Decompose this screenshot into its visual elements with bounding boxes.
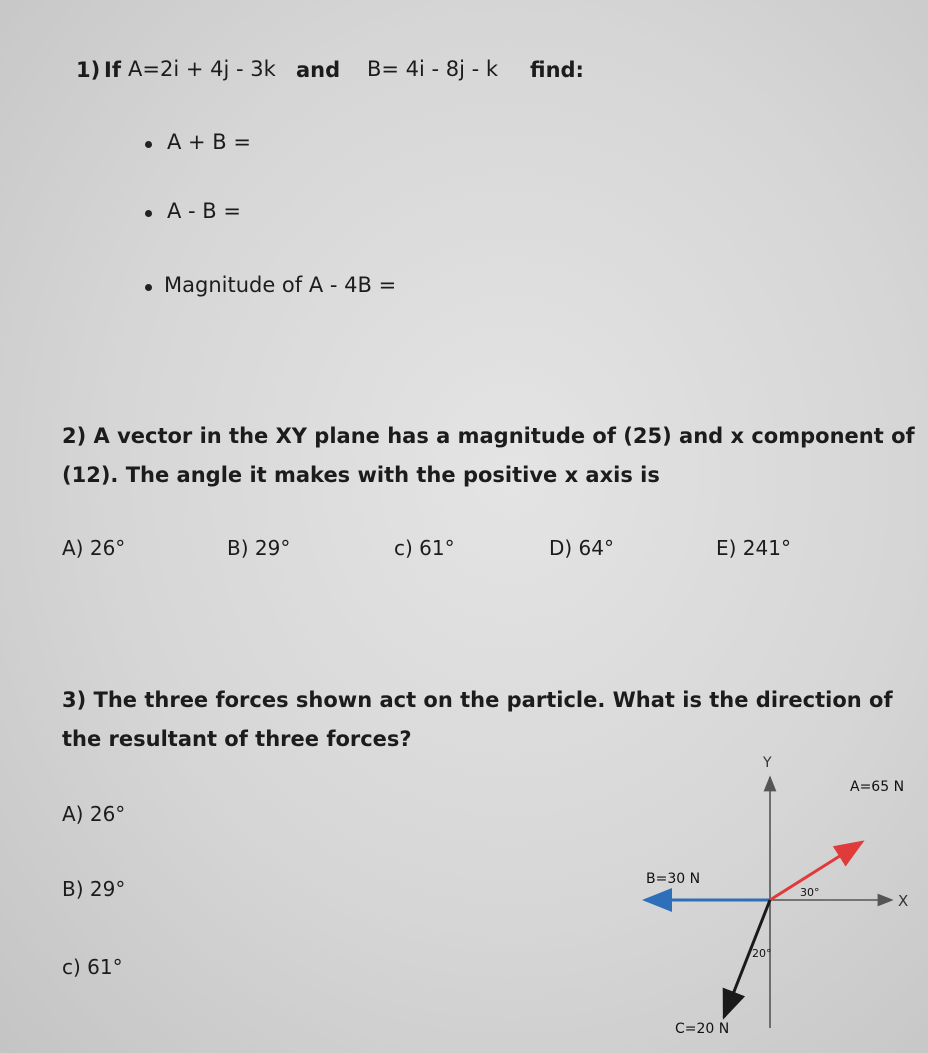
q3-option-a: A) 26° — [62, 802, 126, 826]
angle-a-label: 30° — [800, 886, 820, 899]
bullet-dot — [145, 284, 152, 291]
q1-vector-a: A=2i + 4j - 3k — [128, 57, 276, 81]
bullet-dot — [145, 141, 152, 148]
q3-option-c: c) 61° — [62, 955, 123, 979]
q2-option-e: E) 241° — [716, 536, 791, 560]
x-axis-label: X — [898, 892, 909, 910]
q2-option-d: D) 64° — [549, 536, 615, 560]
q2-text-line1: 2) A vector in the XY plane has a magnitude of (25) and x component of — [62, 424, 915, 448]
q1-and: and — [296, 58, 341, 82]
force-b-label: B=30 N — [646, 871, 701, 887]
q3-text-line2: the resultant of three forces? — [62, 727, 412, 751]
q1-if: If — [104, 58, 121, 82]
force-diagram — [600, 745, 920, 1045]
q1-item-difference: A - B = — [167, 199, 241, 223]
q1-vector-b: B= 4i - 8j - k — [367, 57, 499, 81]
q1-number: 1) — [76, 58, 101, 82]
q3-text-line1: 3) The three forces shown act on the particle. What is the direction of — [62, 688, 893, 712]
y-axis-label: Y — [763, 755, 772, 771]
q2-option-a: A) 26° — [62, 536, 126, 560]
force-a-label: A=65 N — [850, 779, 905, 795]
q1-item-sum: A + B = — [167, 130, 251, 154]
bullet-dot — [145, 210, 152, 217]
q1-item-magnitude: Magnitude of A - 4B = — [164, 273, 397, 297]
q3-option-b: B) 29° — [62, 877, 126, 901]
force-c-label: C=20 N — [675, 1021, 730, 1037]
q2-text-line2: (12). The angle it makes with the positive x axis is — [62, 463, 660, 487]
q2-option-b: B) 29° — [227, 536, 291, 560]
angle-c-label: 20° — [752, 947, 772, 960]
q1-find: find: — [530, 58, 584, 82]
q2-option-c: c) 61° — [394, 536, 455, 560]
